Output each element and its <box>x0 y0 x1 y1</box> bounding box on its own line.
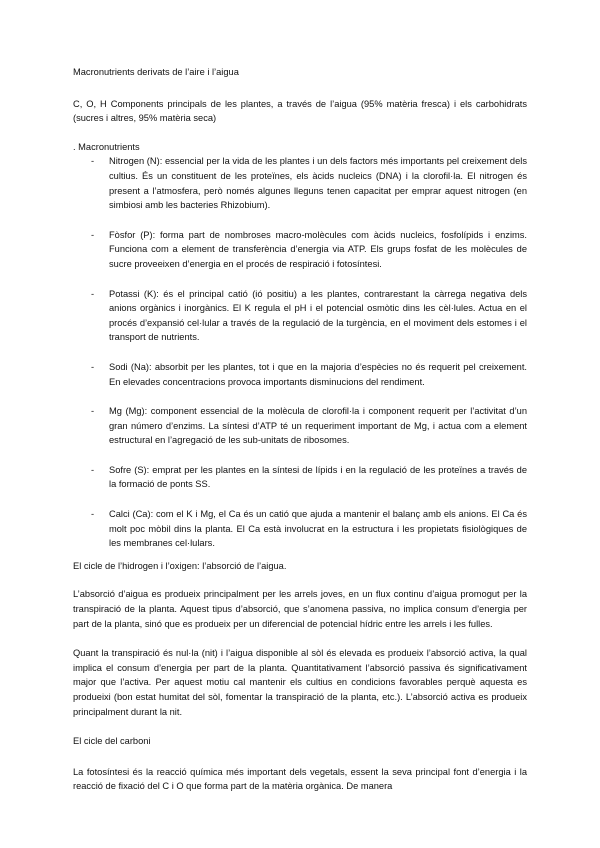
bullet-dash: - <box>91 464 95 475</box>
nutrient-phosphorus: Fòsfor (P): forma part de nombroses macro-molècules com àcids nucleics, fosfolípids i enzims. Funciona com a element de transferència d’energia via ATP. Els grups fosfat de les molècules de sucre proveeixen d’energia en el procés de respiració i fotosíntesi. <box>109 229 527 269</box>
nutrient-potassium: Potassi (K): és el principal catió (ió positiu) a les plantes, contrarestant la càrrega negativa dels anions orgànics i inorgànics. El K regula el pH i el potencial osmòtic dins les cèl·lules. Actua en el procés d’expansió cel·lular a través de la regulació de la turgència, en el moviment dels estomes i el transport de nutrients. <box>109 288 527 343</box>
list-item <box>73 287 527 345</box>
nutrient-list <box>73 154 527 550</box>
paragraph-passive-absorption: L’absorció d’aigua es produeix principalment per les arrels joves, en un flux continu d’aigua promogut per la transpiració de la planta. Aquest tipus d’absorció, que s’anomena passiva, no implica consum d’energia per part de la planta, sinó que es produeix per un diferencial de potencial hídric entre les arrels i les fulles. <box>73 589 527 629</box>
intro-paragraph: C, O, H Components principals de les plantes, a través de l’aigua (95% matèria fresca) i els carbohidrats (sucres i altres, 95% matèria seca) <box>73 98 527 124</box>
bullet-dash: - <box>91 406 95 417</box>
bullet-dash: - <box>91 229 95 240</box>
paragraph-active-absorption: Quant la transpiració és nul·la (nit) i l’aigua disponible al sòl és elevada es produeix l’absorció activa, la qual implica el consum d’energia per part de la planta. Quantitativament l’absorció passiva és significativament major que l’activa. Per aquest motiu cal mantenir els cultius en condicions favorables perquè aquesta es produeixi (bon estat humitat del sòl, fomentar la transpiració de la planta, etc.). L’absorció activa es produeix principalment durant la nit. <box>73 648 527 717</box>
document-title: Macronutrients derivats de l’aire i l’aigua <box>73 67 239 77</box>
bullet-dash: - <box>91 288 95 299</box>
list-item <box>73 463 527 492</box>
nutrient-sulfur: Sofre (S): emprat per les plantes en la síntesi de lípids i en la regulació de les proteïnes a través de la formació de ponts SS. <box>109 464 527 490</box>
nutrient-calcium: Calci (Ca): com el K i Mg, el Ca és un catió que ajuda a mantenir el balanç amb els anions. El Ca és molt poc mòbil dins la planta. El Ca està involucrat en la estructura i les propietats fisiològiques de les membranes cel·lulars. <box>109 509 527 549</box>
list-item <box>73 507 527 551</box>
list-item <box>73 404 527 448</box>
section-title-carbon-cycle: El cicle del carboni <box>73 736 151 747</box>
bullet-dash: - <box>91 361 95 372</box>
list-item <box>73 360 527 389</box>
bullet-dash: - <box>91 156 95 167</box>
section-title-water-cycle: El cicle de l’hidrogen i l’oxigen: l’absorció de l’aigua. <box>73 560 287 571</box>
paragraph-photosynthesis: La fotosíntesi és la reacció química més important dels vegetals, essent la seva principal font d’energia i la reacció de fixació del C i O que forma part de la matèria orgànica. De manera <box>73 766 527 792</box>
macronutrients-heading: . Macronutrients <box>73 141 140 152</box>
list-item <box>73 228 527 272</box>
nutrient-nitrogen: Nitrogen (N): essencial per la vida de les plantes i un dels factors més importants pel creixement dels cultius. És un constituent de les proteïnes, els àcids nucleics (DNA) i la clorofil·la. El nitrogen és present a l’atmosfera, però només algunes lleguns tenen capacitat per emprar aquest nitrogen (en simbiosi amb les bacteries Rhizobium). <box>109 156 527 211</box>
bullet-dash: - <box>91 509 95 520</box>
nutrient-magnesium: Mg (Mg): component essencial de la molècula de clorofil·la i component requerit per l’activitat d’un gran número d’enzims. La síntesi d’ATP té un requeriment important de Mg, i actua com a element estructural en l’agregació de les sub-unitats de ribosomes. <box>109 406 527 446</box>
list-item <box>73 154 527 212</box>
nutrient-sodium: Sodi (Na): absorbit per les plantes, tot i que en la majoria d’espècies no és requerit pel creixement. En elevades concentracions provoca importants disminucions del rendiment. <box>109 361 527 387</box>
